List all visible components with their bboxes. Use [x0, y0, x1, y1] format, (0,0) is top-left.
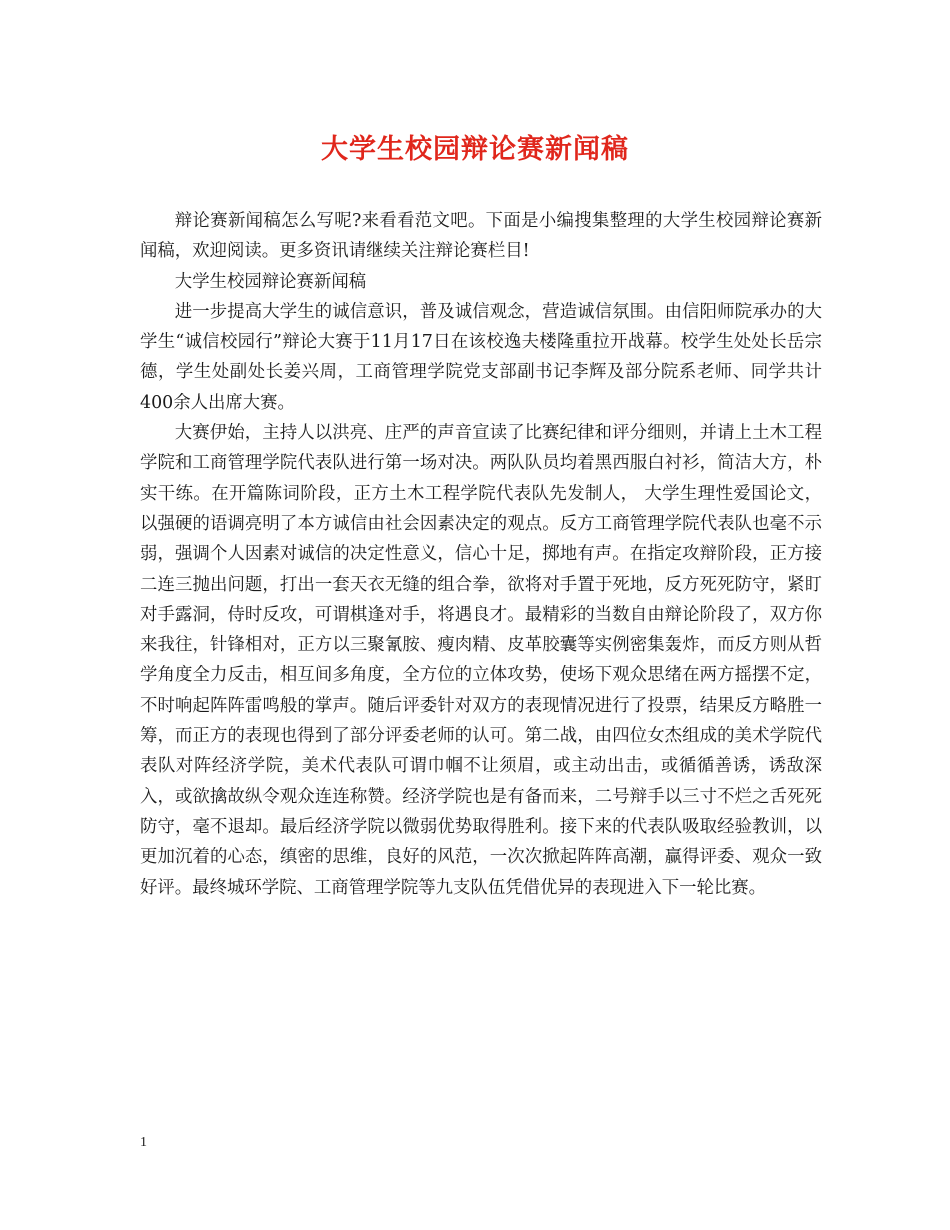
document-title: 大学生校园辩论赛新闻稿 — [321, 134, 629, 165]
paragraph-intro: 辩论赛新闻稿怎么写呢?来看看范文吧。下面是小编搜集整理的大学生校园辩论赛新闻稿，欢迎阅读。更多资讯请继续关注辩论赛栏目! — [140, 211, 822, 262]
paragraph-match-details: 大赛伊始，主持人以洪亮、庄严的声音宣读了比赛纪律和评分细则，并请上土木工程学院和工商管理学院代表队进行第一场对决。两队队员均着黑西服白衬衫，简洁大方，朴实干练。在开篇陈词阶段，正方土木工程学院代表队先发制人， 大学生理性爱国论文，以强硬的语调亮明了本方诚信由社会因素决定的观点。反方工商管理学院代表队也毫不示弱，强调个人因素对诚信的决定性意义，信心十足，掷地有声。在指定攻辩阶段，正方接二连三抛出问题，打出一套天衣无缝的组合拳，欲将对手置于死地，反方死死防守，紧盯对手露洞，侍时反攻，可谓棋逢对手，将遇良才。最精彩的当数自由辩论阶段了，双方你来我往，针锋相对，正方以三聚氰胺、瘦肉精、皮革胶囊等实例密集轰炸，而反方则从哲学角度全力反击，相互间多角度，全方位的立体攻势，使场下观众思绪在两方摇摆不定，不时响起阵阵雷鸣般的掌声。随后评委针对双方的表现情况进行了投票，结果反方略胜一筹，而正方的表现也得到了部分评委老师的认可。第二战，由四位女杰组成的美术学院代表队对阵经济学院，美术代表队可谓巾帼不让须眉，或主动出击，或循循善诱，诱敌深入，或欲擒故纵令观众连连称赞。经济学院也是有备而来，二号辩手以三寸不烂之舌死死防守，毫不退却。最后经济学院以微弱优势取得胜利。接下来的代表队吸取经验教训，以更加沉着的心态，缜密的思维，良好的风范，一次次掀起阵阵高潮，赢得评委、观众一致好评。最终城环学院、工商管理学院等九支队伍凭借优异的表现进入下一轮比赛。 — [140, 423, 822, 898]
paragraph-subtitle: 大学生校园辩论赛新闻稿 — [174, 271, 367, 292]
page-number: 1 — [140, 1135, 147, 1150]
document-body — [140, 206, 822, 903]
paragraph-event-summary: 进一步提高大学生的诚信意识，普及诚信观念，营造诚信氛围。由信阳师院承办的大学生“诚信校园行”辩论大赛于11月17日在该校逸夫楼隆重拉开战幕。校学生处处长岳宗德，学生处副处长姜兴周，工商管理学院党支部副书记李辉及部分院系老师、同学共计400余人出席大赛。 — [140, 301, 822, 413]
